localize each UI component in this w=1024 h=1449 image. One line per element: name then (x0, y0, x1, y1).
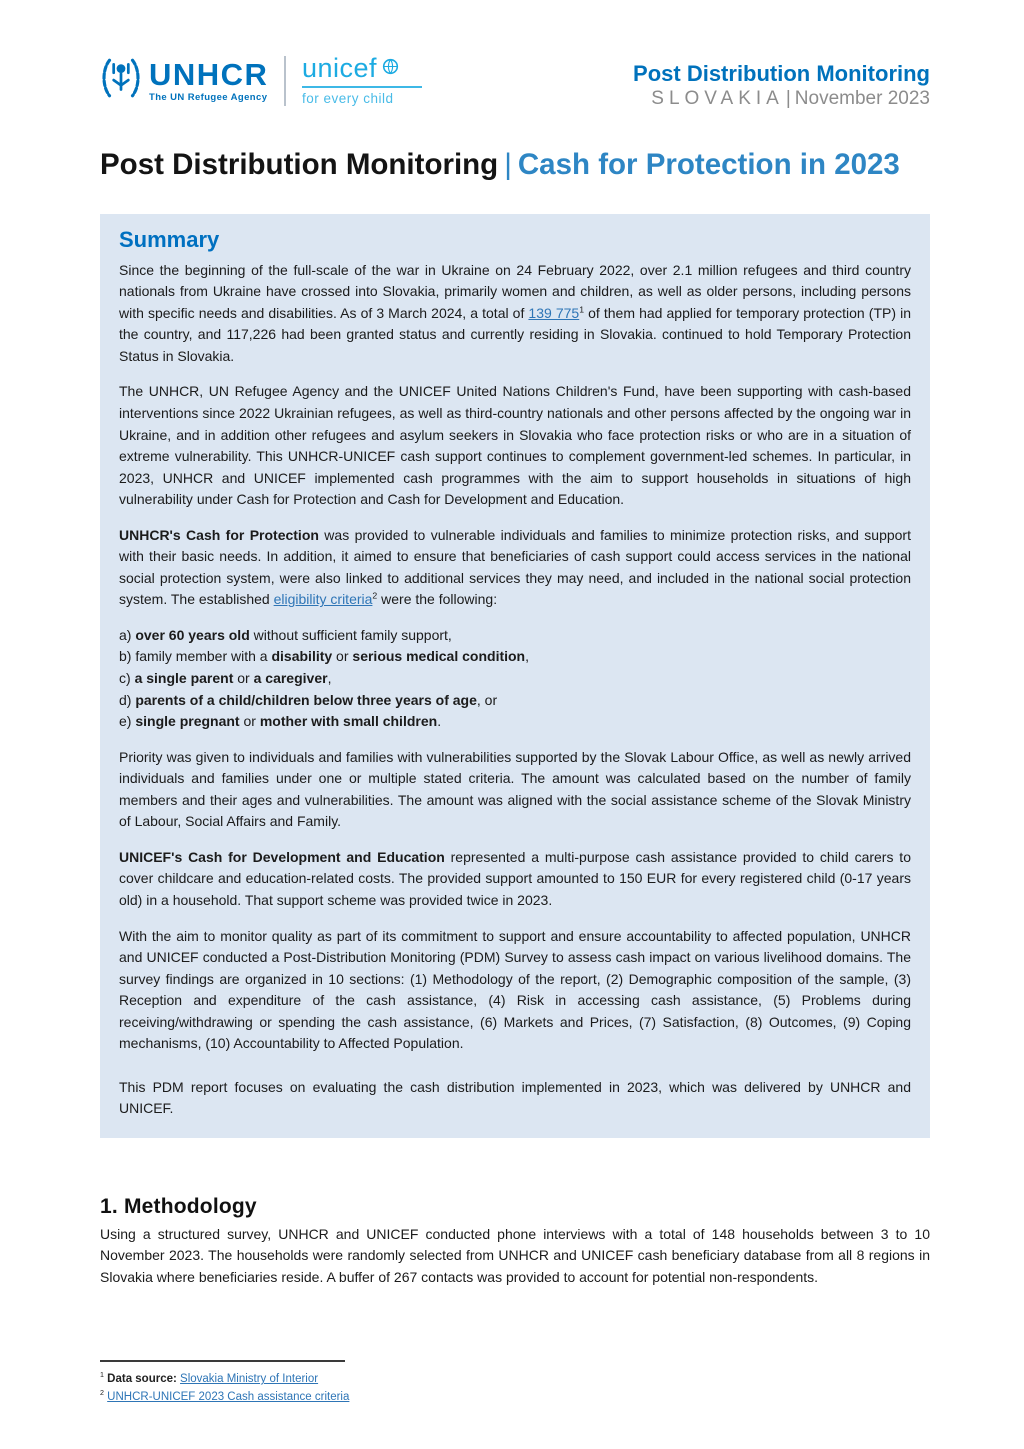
summary-paragraph (119, 926, 911, 1055)
summary-paragraph (119, 747, 911, 833)
logo-divider (284, 56, 286, 106)
bold-text: Data source: (103, 1373, 181, 1386)
report-header-block (633, 55, 930, 110)
summary-paragraph (119, 847, 911, 912)
text-run: was provided to vulnerable individuals and families to minimize protection risks, and support with their basic needs. In addition, it aimed to ensure that beneficiaries of cash support could access services in the national social protection system, were also linked to additional services they may need, and included in the national social protection system. The established (119, 526, 911, 608)
inline-link[interactable]: eligibility criteria (273, 591, 373, 608)
country-label: SLOVAKIA (651, 88, 784, 110)
summary-paragraph (119, 1077, 911, 1120)
bold-text: a single parent (134, 670, 234, 687)
methodology-heading: 1. Methodology (100, 1194, 257, 1218)
text-run: were the following: (377, 591, 498, 608)
eligibility-criteria-list (119, 625, 911, 733)
methodology-section (100, 1195, 930, 1303)
text-run: a) (119, 626, 136, 643)
text-run: c) (119, 670, 135, 687)
report-header-title: Post Distribution Monitoring (633, 61, 930, 86)
text-run: , or (476, 691, 498, 708)
title-accent: Cash for Protection in 2023 (517, 148, 900, 182)
bold-text: disability (271, 648, 333, 665)
criteria-item (119, 711, 911, 733)
agency-logos (100, 55, 422, 106)
summary-heading: Summary (119, 226, 220, 252)
bold-text: mother with small children (259, 713, 438, 730)
text-run: d) (119, 691, 136, 708)
report-header-subtitle: SLOVAKIA | November 2023 (651, 88, 930, 110)
bold-text: serious medical condition (352, 648, 526, 665)
criteria-item (119, 646, 911, 668)
unicef-globe-icon (381, 57, 400, 81)
methodology-paragraph: Using a structured survey, UNHCR and UNICEF conducted phone interviews with a total of 148 households between 3 to 10 November 2023. The households were randomly selected from UNHCR and UNICEF cash beneficiary database from all 8 regions in Slovakia where beneficiaries reside. A buffer of 267 contacts was provided to account for potential non-respondents. (100, 1225, 930, 1285)
unhcr-wordmark: UNHCR (149, 56, 269, 92)
unicef-logo (302, 55, 422, 106)
page-title (100, 149, 930, 181)
footnote-marker: 1 (100, 1371, 104, 1380)
text-run: , (525, 648, 529, 665)
unhcr-emblem-icon (100, 55, 142, 106)
unicef-rule (302, 86, 422, 88)
bold-text: a caregiver (253, 670, 328, 687)
report-date: November 2023 (794, 88, 930, 110)
text-run: This PDM report focuses on evaluating the cash distribution implemented in 2023, which was delivered by UNHCR and UNICEF. (119, 1078, 911, 1117)
summary-paragraph (119, 525, 911, 611)
inline-link[interactable]: Slovakia Ministry of Interior (180, 1373, 319, 1386)
footnote-divider (100, 1360, 345, 1362)
text-run: Priority was given to individuals and families with vulnerabilities supported by the Slovak Labour Office, as well as newly arrived individuals and families under one or multiple stated criteria. The amount was calculated based on the number of family members and their ages and vulnerabilities. The amount was aligned with the social assistance scheme of the Slovak Ministry of Labour, Social Affairs and Family. (119, 748, 911, 830)
footnote (100, 1371, 930, 1389)
bold-text: parents of a child/children below three years of age (135, 691, 477, 708)
text-run: The UNHCR, UN Refugee Agency and the UNICEF United Nations Children's Fund, have been supporting with cash-based interventions since 2022 Ukrainian refugees, as well as third-country nationals and other persons affected by the ongoing war in Ukraine, and in addition other refugees and asylum seekers in Slovakia who face protection risks or who are in a situation of extreme vulnerability. This UNHCR-UNICEF cash support continues to complement government-led schemes. In particular, in 2023, UNHCR and UNICEF implemented cash programmes with the aim to support households in situations of high vulnerability under Cash for Protection and Cash for Development and Education. (119, 383, 911, 508)
unhcr-logo (100, 55, 268, 106)
summary-section (100, 214, 930, 1138)
unhcr-tagline: The UN Refugee Agency (149, 91, 268, 103)
text-run: b) family member with a (119, 648, 272, 665)
title-main: Post Distribution Monitoring (100, 148, 499, 182)
summary-paragraph (119, 260, 911, 368)
text-run: or (233, 670, 254, 687)
footnotes (100, 1360, 930, 1407)
bold-text: UNICEF's Cash for Development and Education (119, 848, 445, 865)
bold-text: single pregnant (135, 713, 240, 730)
criteria-item (119, 625, 911, 647)
page-header (100, 55, 930, 110)
bold-text: over 60 years old (135, 626, 250, 643)
footnote-marker: 2 (100, 1389, 104, 1398)
criteria-item (119, 690, 911, 712)
text-run: or (239, 713, 260, 730)
footnote (100, 1389, 930, 1407)
unicef-wordmark: unicef (301, 53, 377, 83)
footnote-marker: 1 (579, 304, 585, 315)
footnote-marker: 2 (372, 590, 378, 601)
text-run: represented a multi-purpose cash assistance provided to child carers to cover childcare and education-related costs. The provided support amounted to 150 EUR for every registered child (0-17 years old) in a household. That support scheme was provided twice in 2023. (119, 848, 911, 908)
text-run: e) (119, 713, 136, 730)
unicef-tagline: for every child (301, 91, 394, 106)
text-run: without sufficient family support, (249, 626, 452, 643)
text-run: , (327, 670, 332, 687)
text-run: or (332, 648, 353, 665)
inline-link[interactable]: 139 775 (528, 304, 580, 321)
bold-text: UNHCR's Cash for Protection (119, 526, 319, 543)
title-separator: | (504, 148, 512, 182)
text-run: of them had applied for temporary protection (TP) in the country, and 117,226 had been granted status and currently residing in Slovakia. continued to hold Temporary Protection Status in Slovakia. (119, 304, 911, 364)
text-run: With the aim to monitor quality as part of its commitment to support and ensure accountability to affected population, UNHCR and UNICEF conducted a Post-Distribution Monitoring (PDM) Survey to assess cash impact on various livelihood domains. The survey findings are organized in 10 sections: (1) Methodology of the report, (2) Demographic composition of the sample, (3) Reception and expenditure of the cash assistance, (4) Risk in accessing cash assistance, (5) Problems during receiving/withdrawing or spending the cash assistance, (6) Markets and Prices, (7) Satisfaction, (8) Outcomes, (9) Coping mechanisms, (10) Accountability to Affected Population. (119, 927, 911, 1052)
criteria-item (119, 668, 911, 690)
text-run: . (437, 713, 442, 730)
summary-paragraph (119, 381, 911, 510)
text-run: Since the beginning of the full-scale of the war in Ukraine on 24 February 2022, over 2.1 million refugees and third country nationals from Ukraine have crossed into Slovakia, primarily women and children, as well as older persons, including persons with specific needs and disabilities. As of 3 March 2024, a total of (119, 261, 911, 321)
inline-link[interactable]: UNHCR-UNICEF 2023 Cash assistance criteria (107, 1391, 350, 1404)
